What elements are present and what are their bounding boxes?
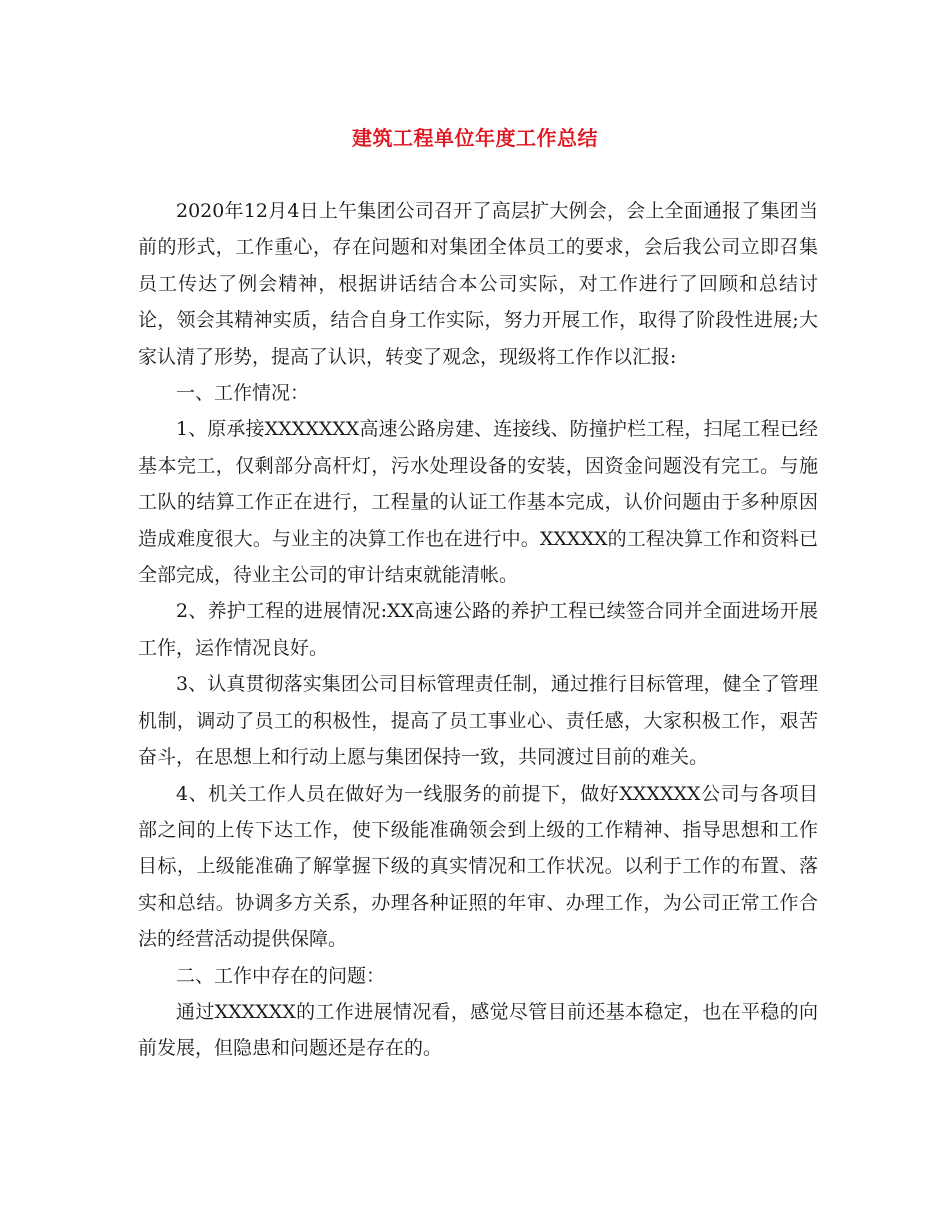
paragraph-item-1: 1、原承接XXXXXXX高速公路房建、连接线、防撞护栏工程，扫尾工程已经基本完工，仅剩部分高杆灯，污水处理设备的安装，因资金问题没有完工。与施工队的结算工作正在进行，工程量的认证工作基本完成，认价问题由于多种原因造成难度很大。与业主的决算工作也在进行中。XXXXX的工程决算工作和资料已全部完成，待业主公司的审计结束就能清帐。 bbox=[138, 418, 818, 587]
paragraph-item-2: 2、养护工程的进展情况:XX高速公路的养护工程已续签合同并全面进场开展工作，运作情况良好。 bbox=[138, 600, 818, 659]
paragraph-intro: 2020年12月4日上午集团公司召开了高层扩大例会，会上全面通报了集团当前的形式，工作重心，存在问题和对集团全体员工的要求，会后我公司立即召集员工传达了例会精神，根据讲话结合本公司实际，对工作进行了回顾和总结讨论，领会其精神实质，结合自身工作实际，努力开展工作，取得了阶段性进展;大家认清了形势，提高了认识，转变了观念，现级将工作作以汇报: bbox=[138, 200, 818, 368]
paragraph-item-4: 4、机关工作人员在做好为一线服务的前提下，做好XXXXXX公司与各项目部之间的上传下达工作，使下级能准确领会到上级的工作精神、指导思想和工作目标，上级能准确了解掌握下级的真实情况和工作状况。以利于工作的布置、落实和总结。协调多方关系，办理各种证照的年审、办理工作，为公司正常工作合法的经营活动提供保障。 bbox=[138, 782, 818, 951]
paragraph-problems: 通过XXXXXX的工作进展情况看，感觉尽管目前还基本稳定，也在平稳的向前发展，但隐患和问题还是存在的。 bbox=[138, 1000, 818, 1060]
document-title: 建筑工程单位年度工作总结 bbox=[352, 126, 598, 150]
document-body bbox=[138, 193, 818, 1067]
paragraph-item-3: 3、认真贯彻落实集团公司目标管理责任制，通过推行目标管理，健全了管理机制，调动了员工的积极性，提高了员工事业心、责任感，大家积极工作，艰苦奋斗，在思想上和行动上愿与集团保持一致，共同渡过目前的难关。 bbox=[138, 673, 818, 769]
section-heading-work-status: 一、工作情况： bbox=[176, 382, 310, 405]
section-heading-problems: 二、工作中存在的问题： bbox=[176, 964, 386, 987]
